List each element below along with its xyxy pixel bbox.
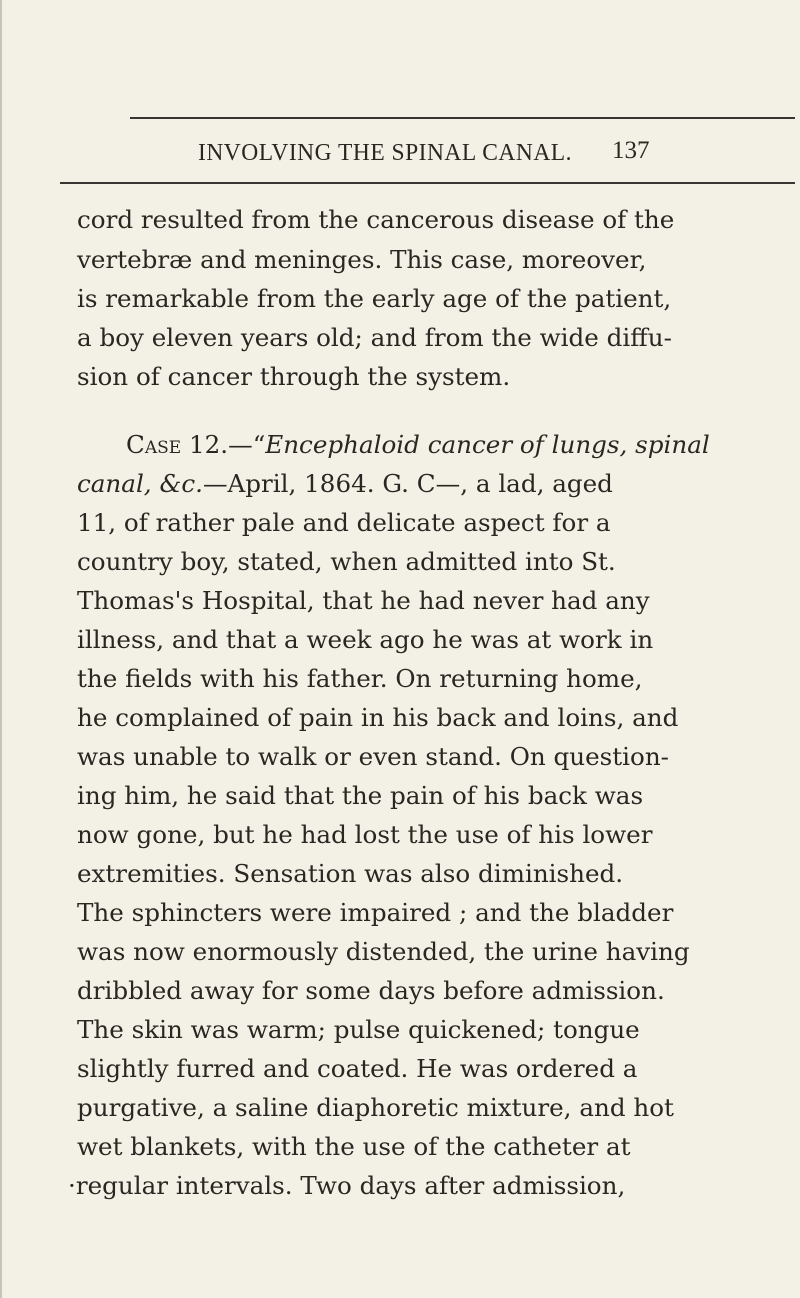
- case-date: —April, 1864. G. C—, a lad, aged: [202, 469, 613, 498]
- text-line-14: was unable to walk or even stand. On question-: [77, 742, 669, 771]
- text-line-19: was now enormously distended, the urine having: [77, 937, 690, 966]
- case-dash: —“: [228, 430, 266, 459]
- text-line-11: illness, and that a week ago he was at work in: [77, 625, 654, 654]
- text-line-5: sion of cancer through the system.: [77, 362, 511, 391]
- text-line-24: wet blankets, with the use of the catheter at: [77, 1132, 631, 1161]
- text-line-15: ing him, he said that the pain of his back was: [77, 781, 644, 810]
- text-line-1: cord resulted from the cancerous disease of the: [77, 205, 675, 234]
- running-head: INVOLVING THE SPINAL CANAL.: [198, 140, 572, 166]
- text-line-20: dribbled away for some days before admission.: [77, 976, 665, 1005]
- text-line-22: slightly furred and coated. He was ordered a: [77, 1054, 638, 1083]
- case-title: Encephaloid cancer of lungs, spinal: [265, 430, 710, 459]
- text-line-13: he complained of pain in his back and loins, and: [77, 703, 679, 732]
- header-rule: [60, 182, 795, 184]
- text-line-4: a boy eleven years old; and from the wide diffu-: [77, 323, 672, 352]
- text-line-18: The sphincters were impaired ; and the bladder: [77, 898, 674, 927]
- text-line-9: country boy, stated, when admitted into St.: [77, 547, 616, 576]
- text-line-17: extremities. Sensation was also diminished.: [77, 859, 624, 888]
- text-line-8: 11, of rather pale and delicate aspect for a: [77, 508, 611, 537]
- text-line-12: the fields with his father. On returning home,: [77, 664, 643, 693]
- case-number: Case 12.: [126, 430, 229, 459]
- case-title-continued: canal, &c.: [77, 469, 203, 498]
- text-line-16: now gone, but he had lost the use of his lower: [77, 820, 653, 849]
- page-number: 137: [612, 137, 650, 164]
- text-line-3: is remarkable from the early age of the patient,: [77, 284, 672, 313]
- page-edge: [0, 0, 2, 1298]
- text-line-10: Thomas's Hospital, that he had never had any: [77, 586, 650, 615]
- case-heading-line: [126, 430, 710, 459]
- text-line-2: vertebræ and meninges. This case, moreover,: [77, 245, 647, 274]
- text-line-23: purgative, a saline diaphoretic mixture, and hot: [77, 1093, 674, 1122]
- top-rule: [130, 117, 795, 119]
- text-line-25: ·regular intervals. Two days after admission,: [68, 1171, 626, 1200]
- text-line-21: The skin was warm; pulse quickened; tongue: [77, 1015, 640, 1044]
- text-line-7: [77, 469, 613, 498]
